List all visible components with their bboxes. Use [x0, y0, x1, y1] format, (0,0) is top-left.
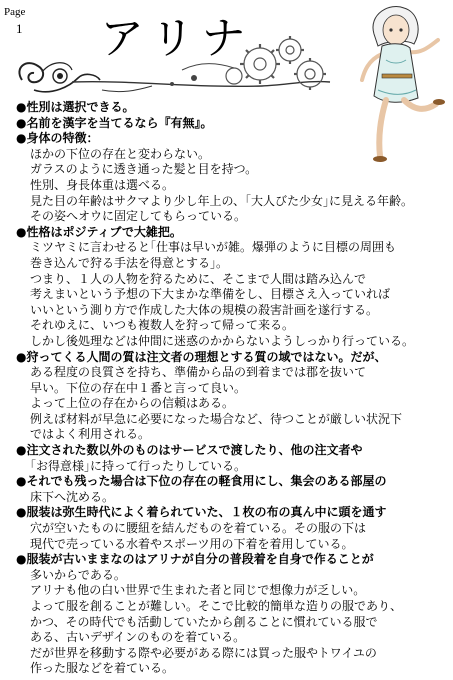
text-line: ガラスのように透き通った髪と目を持つ。 — [30, 162, 258, 177]
text-line: ほかの下位の存在と変わらない。 — [30, 146, 211, 161]
bullet-item: ●服装は弥生時代によく着られていた、１枚の布の真ん中に頭を通す — [16, 505, 387, 520]
bullet-item: ●身体の特徴： — [16, 131, 99, 146]
bullet-item: ●服装が古いままなのはアリナが自分の普段着を自身で作ることが — [16, 552, 374, 567]
text-line: ミツヤミに言わせると｢仕事は早いが雑。爆弾のように目標の周囲も — [30, 240, 397, 255]
bullet-item: ●注文された数以外のものはサービスで渡したり、他の注文者や — [16, 443, 363, 458]
text-line: アリナも他の白い世界で生まれた者と同じで想像力が乏しい。 — [30, 583, 366, 598]
text-line: ある、古いデザインのものを着ている。 — [30, 630, 246, 645]
text-line: 巻き込んで狩る手法を得意とする｣。 — [30, 255, 229, 270]
text-line: 早い。下位の存在中１番と言って良い。 — [30, 380, 247, 395]
text-line: それゆえに、いつも複数人を狩って帰って来る。 — [30, 318, 295, 333]
bullet-item: ●性別は選択できる。 — [16, 100, 135, 114]
page-number: 1 — [16, 21, 23, 36]
text-line: ｢お得意様｣に持って行ったりしている。 — [30, 458, 247, 473]
text-line: よって上位の存在からの信頼はある。 — [30, 396, 235, 411]
text-line: 考えまいという予想の下大まかな準備をし、目標さえ入っていれば — [30, 287, 391, 302]
text-line: いいという測り方で作成した大体の規模の殺害計画を遂行する。 — [30, 302, 379, 317]
bullet-item: ●名前を漢字を当てるなら『有無』。 — [16, 115, 213, 130]
page-label: Page — [4, 6, 26, 18]
character-notes — [16, 100, 452, 677]
page-title: アリナ — [100, 13, 254, 64]
text-line: ある程度の良質さを持ち、準備から品の到着までは郡を抜いて — [30, 365, 367, 380]
bullet-item: ●狩ってくる人間の質は注文者の理想とする質の域ではない。だが、 — [16, 349, 387, 364]
text-line: しかし後処理などは仲間に迷惑のかからないようしっかり行っている。 — [30, 333, 415, 348]
bullet-item: ●それでも残った場合は下位の存在の軽食用にし、集会のある部屋の — [16, 474, 387, 489]
text-line: かつ、その時代でも活動していたから創ることに慣れている服で — [30, 614, 378, 629]
text-line: 性別、身長体重は選べる。 — [30, 177, 175, 192]
text-line: よって服を創ることが難しい。そこで比較的簡単な造りの服であり、 — [30, 599, 403, 613]
text-line: 多いからである。 — [30, 567, 126, 582]
text-line: 見た目の年齢はサクマより少し年上の、｢大人びた少女｣に見える年齢。 — [30, 193, 414, 208]
text-line: つまり、１人の人物を狩るために、そこまで人間は踏み込んで — [30, 271, 367, 286]
text-line: だが世界を移動する際や必要がある際には買った服やトワイユの — [30, 645, 377, 660]
text-line: 例えば材料が早急に必要になった場合など、待つことが厳しい状況下 — [30, 411, 403, 426]
text-line: 作った服などを着ている。 — [30, 661, 175, 676]
bullet-item: ●性格はポジティブで大雑把。 — [16, 224, 182, 239]
text-line: その姿へオウに固定してもらっている。 — [30, 209, 247, 224]
text-line: 穴が空いたものに腰紐を結んだものを着ている。その服の下は — [30, 521, 367, 536]
text-line: 現代で売っている水着やスポーツ用の下着を着用している。 — [30, 536, 354, 551]
text-line: 床下へ沈める。 — [30, 489, 115, 504]
text-line: ではよく利用される。 — [30, 427, 151, 442]
